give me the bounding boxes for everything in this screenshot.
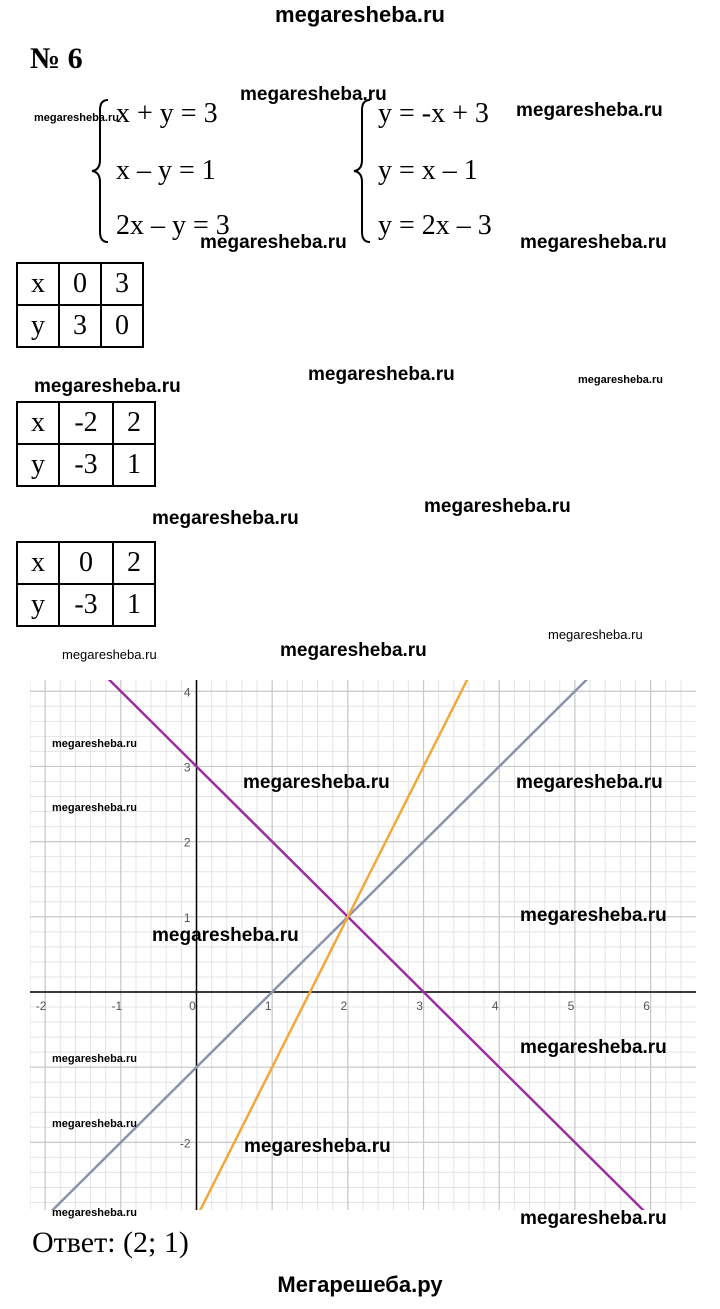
watermark: megaresheba.ru <box>308 364 455 385</box>
watermark: megaresheba.ru <box>200 232 347 253</box>
coordinate-graph <box>30 680 696 1210</box>
header-site-name: megaresheba.ru <box>275 2 445 27</box>
watermark: megaresheba.ru <box>52 802 137 814</box>
y-tick-label: 4 <box>183 685 191 700</box>
x-tick-label: 5 <box>567 998 575 1013</box>
table-cell: 0 <box>59 263 101 305</box>
table-cell: x <box>17 402 59 444</box>
watermark: megaresheba.ru <box>516 100 663 121</box>
watermark: megaresheba.ru <box>152 925 299 946</box>
watermark: megaresheba.ru <box>34 112 119 124</box>
watermark: megaresheba.ru <box>62 647 157 662</box>
table-cell: 3 <box>101 263 143 305</box>
system-right-eq-2: y = x – 1 <box>378 155 478 186</box>
table-cell: 2 <box>113 402 155 444</box>
watermark: megaresheba.ru <box>520 232 667 253</box>
watermark: megaresheba.ru <box>34 376 181 397</box>
x-tick-label: -2 <box>35 998 47 1013</box>
x-tick-label: 1 <box>264 998 272 1013</box>
x-tick-label: 0 <box>189 998 196 1013</box>
watermark: megaresheba.ru <box>152 508 299 529</box>
system-left-eq-2: x – y = 1 <box>116 155 216 186</box>
watermark: megaresheba.ru <box>52 1053 137 1065</box>
table-cell: -2 <box>59 402 113 444</box>
table-cell: 1 <box>113 444 155 486</box>
watermark: megaresheba.ru <box>52 738 137 750</box>
y-tick-label: 2 <box>183 835 191 850</box>
table-cell: 2 <box>113 542 155 584</box>
x-tick-label: -1 <box>111 998 123 1013</box>
system-right-eq-3: y = 2x – 3 <box>378 210 492 241</box>
y-tick-label: -2 <box>179 1136 191 1151</box>
watermark: megaresheba.ru <box>244 1136 391 1157</box>
watermark: megaresheba.ru <box>520 1037 667 1058</box>
watermark: megaresheba.ru <box>516 772 663 793</box>
x-tick-label: 3 <box>416 998 423 1013</box>
x-tick-label: 6 <box>643 998 650 1013</box>
y-tick-label: 1 <box>183 910 191 925</box>
table-cell: 0 <box>101 305 143 347</box>
watermark: megaresheba.ru <box>520 905 667 926</box>
table-cell: x <box>17 542 59 584</box>
watermark: megaresheba.ru <box>240 84 387 105</box>
problem-number: № 6 <box>30 42 83 75</box>
x-tick-label: 4 <box>491 998 499 1013</box>
watermark: megaresheba.ru <box>243 772 390 793</box>
table-cell: y <box>17 305 59 347</box>
watermark: megaresheba.ru <box>520 1208 667 1229</box>
value-table-3 <box>16 541 156 627</box>
watermark: megaresheba.ru <box>52 1207 137 1219</box>
watermark: megaresheba.ru <box>424 496 571 517</box>
watermark: megaresheba.ru <box>280 640 427 661</box>
value-table-1 <box>16 262 144 348</box>
answer-text: Ответ: (2; 1) <box>32 1226 189 1259</box>
watermark: megaresheba.ru <box>52 1118 137 1130</box>
watermark: megaresheba.ru <box>548 627 643 642</box>
y-tick-label: 3 <box>183 760 191 775</box>
system-left-eq-1: x + y = 3 <box>116 98 218 129</box>
table-cell: x <box>17 263 59 305</box>
table-cell: 3 <box>59 305 101 347</box>
right-brace <box>350 98 372 244</box>
table-cell: 0 <box>59 542 113 584</box>
table-cell: y <box>17 584 59 626</box>
table-cell: -3 <box>59 444 113 486</box>
table-cell: y <box>17 444 59 486</box>
watermark: megaresheba.ru <box>578 374 663 386</box>
system-right-eq-1: y = -x + 3 <box>378 98 489 129</box>
footer-site-name: Мегарешеба.ру <box>277 1272 443 1297</box>
x-tick-label: 2 <box>340 998 348 1013</box>
value-table-2 <box>16 401 156 487</box>
table-cell: 1 <box>113 584 155 626</box>
system-left-eq-3: 2x – y = 3 <box>116 210 230 241</box>
table-cell: -3 <box>59 584 113 626</box>
